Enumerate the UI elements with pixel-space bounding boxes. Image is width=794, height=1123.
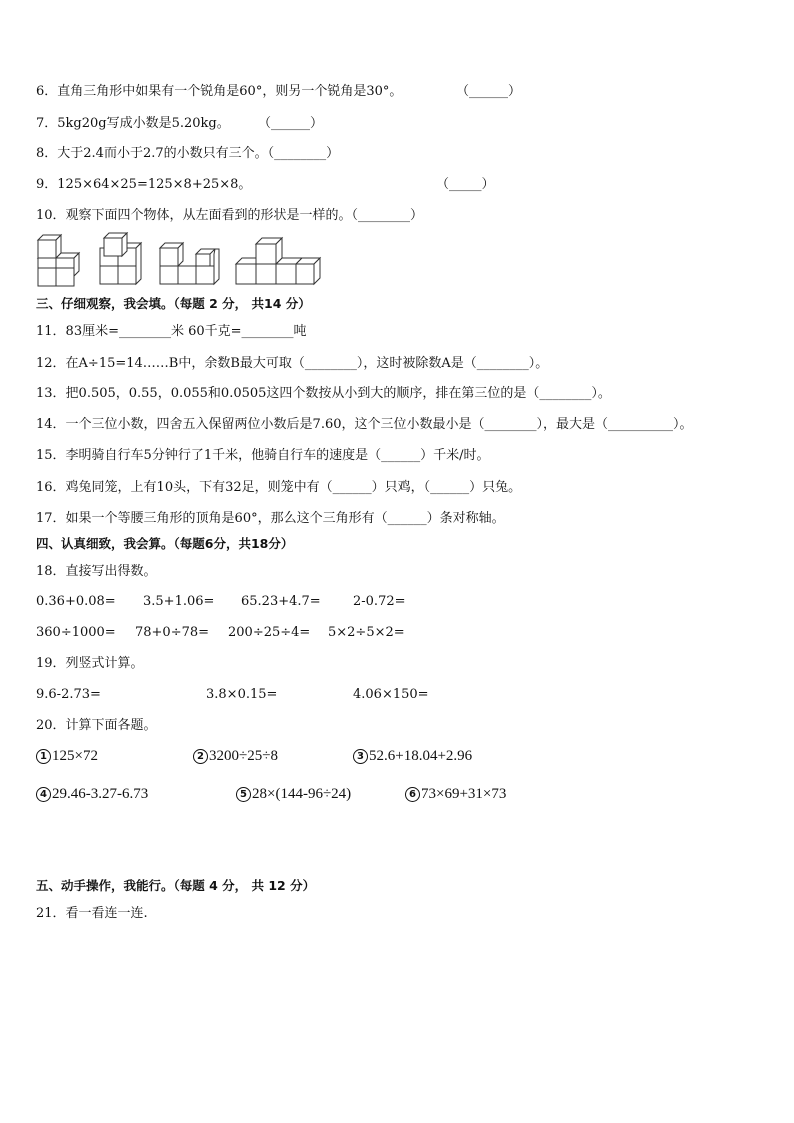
cube-figure-1 [38,235,79,286]
q20-item-3 [353,748,472,764]
q17: 17．如果一个等腰三角形的顶角是60°，那么这个三角形有（______）条对称轴。 [36,511,505,526]
q20-expr: 3200÷25÷8 [209,748,278,764]
circled-number: 5 [236,787,251,802]
circled-number: 6 [405,787,420,802]
q21: 21．看一看连一连. [36,906,148,921]
cube-figure-2 [100,233,141,284]
q20-item-1 [36,748,98,764]
q18: 18．直接写出得数。 [36,564,157,579]
cube-figure-4 [236,238,320,284]
q11: 11．83厘米=________米 60千克=________吨 [36,324,307,339]
q9-blank[interactable]: （_____） [436,177,495,192]
q18-item-5: 360÷1000= [36,625,116,640]
q20-expr: 28×(144-96÷24) [252,786,352,802]
q19: 19．列竖式计算。 [36,656,144,671]
section5-heading: 五、动手操作，我能行。（每题 4 分， 共 12 分） [36,878,316,893]
q8: 8．大于2.4而小于2.7的小数只有三个。（________） [36,146,340,161]
q20: 20．计算下面各题。 [36,718,157,733]
q12: 12．在A÷15=14……B中，余数B最大可取（________），这时被除数A是（________）。 [36,356,549,371]
q18-item-2: 3.5+1.06= [143,594,215,609]
q18-item-7: 200÷25÷4= [228,625,311,640]
section3-heading: 三、仔细观察，我会填。（每题 2 分， 共14 分） [36,296,311,311]
q20-expr: 73×69+31×73 [421,786,507,802]
q18-item-3: 65.23+4.7= [241,594,321,609]
q7: 7．5kg20g写成小数是5.20kg。 [36,116,230,131]
q20-item-2 [193,748,278,764]
q13: 13．把0.505，0.55，0.055和0.0505这四个数按从小到大的顺序，排在第三位的是（________）。 [36,386,611,401]
circled-number: 4 [36,787,51,802]
circled-number: 2 [193,749,208,764]
circled-number: 1 [36,749,51,764]
q16: 16．鸡兔同笼，上有10头，下有32足，则笼中有（______）只鸡，（______）只兔。 [36,480,522,495]
q14: 14．一个三位小数，四舍五入保留两位小数后是7.60，这个三位小数最小是（________），最大是（__________）。 [36,417,693,432]
q20-expr: 29.46-3.27-6.73 [52,786,149,802]
cube-figure-3 [160,243,219,284]
section4-heading: 四、认真细致，我会算。（每题6分，共18分） [36,536,294,551]
q20-item-6 [405,786,506,802]
q7-blank[interactable]: （______） [258,116,324,131]
q20-expr: 125×72 [52,748,98,764]
q18-item-4: 2-0.72= [353,594,406,609]
q18-item-8: 5×2÷5×2= [328,625,405,640]
q19-item-3: 4.06×150= [353,687,429,702]
q18-item-6: 78+0÷78= [135,625,210,640]
circled-number: 3 [353,749,368,764]
q19-item-2: 3.8×0.15= [206,687,278,702]
q6: 6．直角三角形中如果有一个锐角是60°，则另一个锐角是30°。 [36,84,403,99]
q10: 10．观察下面四个物体，从左面看到的形状是一样的。（________） [36,208,424,223]
q19-item-1: 9.6-2.73= [36,687,101,702]
q15: 15．李明骑自行车5分钟行了1千米，他骑自行车的速度是（______）千米/时。 [36,448,490,463]
q18-item-1: 0.36+0.08= [36,594,116,609]
q6-blank[interactable]: （______） [456,84,522,99]
cube-figures [36,232,326,288]
q20-expr: 52.6+18.04+2.96 [369,748,473,764]
q20-item-5 [236,786,351,802]
q9: 9．125×64×25=125×8+25×8。 [36,177,252,192]
q20-item-4 [36,786,148,802]
